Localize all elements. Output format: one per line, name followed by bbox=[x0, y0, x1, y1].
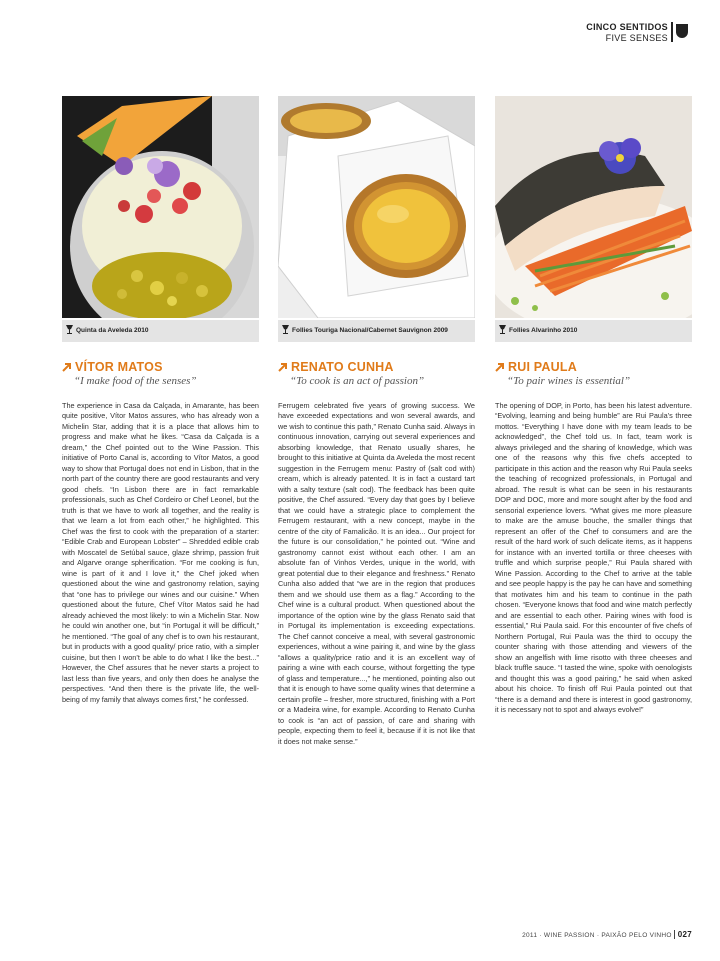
wine-glass-icon bbox=[282, 325, 289, 334]
chef-column-1 bbox=[62, 360, 259, 705]
arrow-icon bbox=[62, 362, 72, 372]
wine-glass-icon bbox=[499, 325, 506, 334]
article-text: The opening of DOP, in Porto, has been his latest adventure. “Evolving, learning and being humble” are Rui Paula’s three mottos. “Everything I have done with my team leads to be acknowledged”, the Chef told us. In fact, team work is always privileged and the sharing of knowledge, which was one of the reasons why this five chefs accepted to participate in this action and the reason why Rui Paula seeks the teaching of recognized professionals, in Portugal and abroad. The result is what can be seen in his restaurants DOP and DOC, more and more sought after by the food and sensorial experience lovers. “What gives me more pleasure to make are the amuse bouche, the smaller things that represent an offer of the Chef to consumers and are the result of the hard work of such delicate items, as it happens for instance with an inverted tortilla or three cheeses with truffle and which surprise people,” Rui Paula shared with Wine Passion. According to the Chef to arrive at the table and see people happy is the pay he can have and something that motivates him and his team to continue in the path chosen. “Everyone knows that food and wine match perfectly and are essential to each other. Pairing wines with food is essential,” Rui Paula said. For this encounter of five chefs of Northern Portugal, Rui Paula was the third to occupy the counter sharing with those attending and viewers of the show an angelfish with lime risotto with three cheeses and black truffle sauce. “I tasted the wine, spoke with oenologists and thought this was a good pairing,” he said when asked about his choice. To finish off Rui Paula pointed out that “there is a demand and there is interest in good gastronomy, it is necessary not to spot and always evolve!” bbox=[495, 401, 692, 715]
chef-quote: “To pair wines is essential” bbox=[507, 375, 631, 387]
photo-fish-dish bbox=[495, 96, 692, 318]
chef-quote: “I make food of the senses” bbox=[74, 375, 197, 387]
page-number: 027 bbox=[674, 930, 692, 939]
article-text: Ferrugem celebrated five years of growing success. We have exceeded expectations and won several awards, and we wish to continue this path,” Renato Cunha said. Always in continuous innovation, carrying out several experiences and absorbing knowledge, that Renato usually shares, he brought to this initiative at Quinta da Aveleda the most recent suggestion in the Ferrugem menu: Pastry of (salt cod with) cream, which is already patented. It is in fact a custard tart with a salty texture (salt cod). The feedback has been quite positive, the Chef assured. “Every day that goes by I believe that we could have a strategic place to complement the Ferrugem restaurant, with a new concept, maybe in the centre of the city of Famalicão. It is an idea... Our project for the future is our consolidation,” he pointed out. “Wine and gastronomy cannot exist without each other. I am an absolute fan of Vinhos Verdes, unique in the world, with great potential due to their elegance and freshness.” Renato Cunha also added that “we are in the region that produces them and we should use them as a flag.” According to the Chef wine is a cultural product. When questioned about the importance of the option wine by the glass Renato said that in Portugal its implementation is exceeding expectations. The Chef cannot conceive a meal, with several gastronomic experiences, without a wine pairing it, and wine by the glass “allows a quality/price ratio and it is an excellent way of pairing a wine with each course, without forgetting the type of glass and temperature...,” he mentioned, pointing also out that it is enough to have some quality wines that determine a certain profile – fresher, more structured, finishing with a Port or a Madeira wine, for example. According to Renato Cunha to cook is “an act of passion, of care and sharing with people, expecting them to feel it, because if it is not like that it does not make sense.” bbox=[278, 401, 475, 746]
photo-dessert-glass bbox=[62, 96, 259, 318]
footer-text: 2011 · WINE PASSION · PAIXÃO PELO VINHO bbox=[522, 932, 672, 939]
wine-glass-icon bbox=[66, 325, 73, 334]
article-text: The experience in Casa da Calçada, in Amarante, has been quite positive, Vítor Matos assures, who has already won a Michelin Star, adding that it is a place that allows him to progress and make what he likes. “Casa da Calçada is a dream,” the Chef pointed out to the Wine Passion. This initiative of Porto Canal is, according to Vítor Matos, a good way to show that Portugal does not end in Lisbon, that in the north part of the country there are good restaurants and very good chefs. “In Lisbon there are in fact remarkable professionals, such as Chef Cordeiro or Chef Leonel, but the truth is that we have to work all together, and the reality is that we learn a lot from each other,” he highlighted. This Chef was the first to cook with the preparation of a starter: “Edible Crab and European Lobster” – Shredded edible crab with Moscatel de Setúbal sauce, glaze shrimp, passion fruit and Algarve orange spherification. “For me cooking is fun, wine is part of it and I love it,” the Chef joked when questioned about the wine and gastronomy relation, saying that “one has to privilege our wines and our cuisine.” When questioned about the future, Chef Vítor Matos said he had already achieved the most likely: to win a Michelin Star. Now he could win another one, but “in Portugal it will be difficult,” he mentioned. “The goal of any chef is to own his restaurant, but in products with a good quality/ price ratio, with a simpler cuisine, but then I won’t be able to do what I like the best...” However, the Chef assures that he never starts a project to last less than five years, and only then does he analyse the perspectives. “And then there is the private life, the well-being of my family that always comes first,” he confessed. bbox=[62, 401, 259, 704]
arrow-icon bbox=[495, 362, 505, 372]
arrow-icon bbox=[278, 362, 288, 372]
chef-quote: “To cook is an act of passion” bbox=[290, 375, 425, 387]
chef-column-3 bbox=[495, 360, 692, 716]
chef-name: RUI PAULA bbox=[495, 360, 692, 375]
wine-caption-3: Follies Alvarinho 2010 bbox=[495, 320, 692, 342]
chef-column-2 bbox=[278, 360, 475, 747]
heart-logo-icon bbox=[671, 22, 690, 42]
wine-caption-1: Quinta da Aveleda 2010 bbox=[62, 320, 259, 342]
chef-name: VÍTOR MATOS bbox=[62, 360, 259, 375]
chef-name: RENATO CUNHA bbox=[278, 360, 475, 375]
wine-caption-2: Follies Touriga Nacional/Cabernet Sauvignon 2009 bbox=[278, 320, 475, 342]
section-title: CINCO SENTIDOS bbox=[586, 22, 668, 32]
page-footer bbox=[522, 930, 692, 939]
section-subtitle: FIVE SENSES bbox=[605, 33, 668, 43]
photo-custard-tart bbox=[278, 96, 475, 318]
section-header bbox=[586, 22, 690, 44]
